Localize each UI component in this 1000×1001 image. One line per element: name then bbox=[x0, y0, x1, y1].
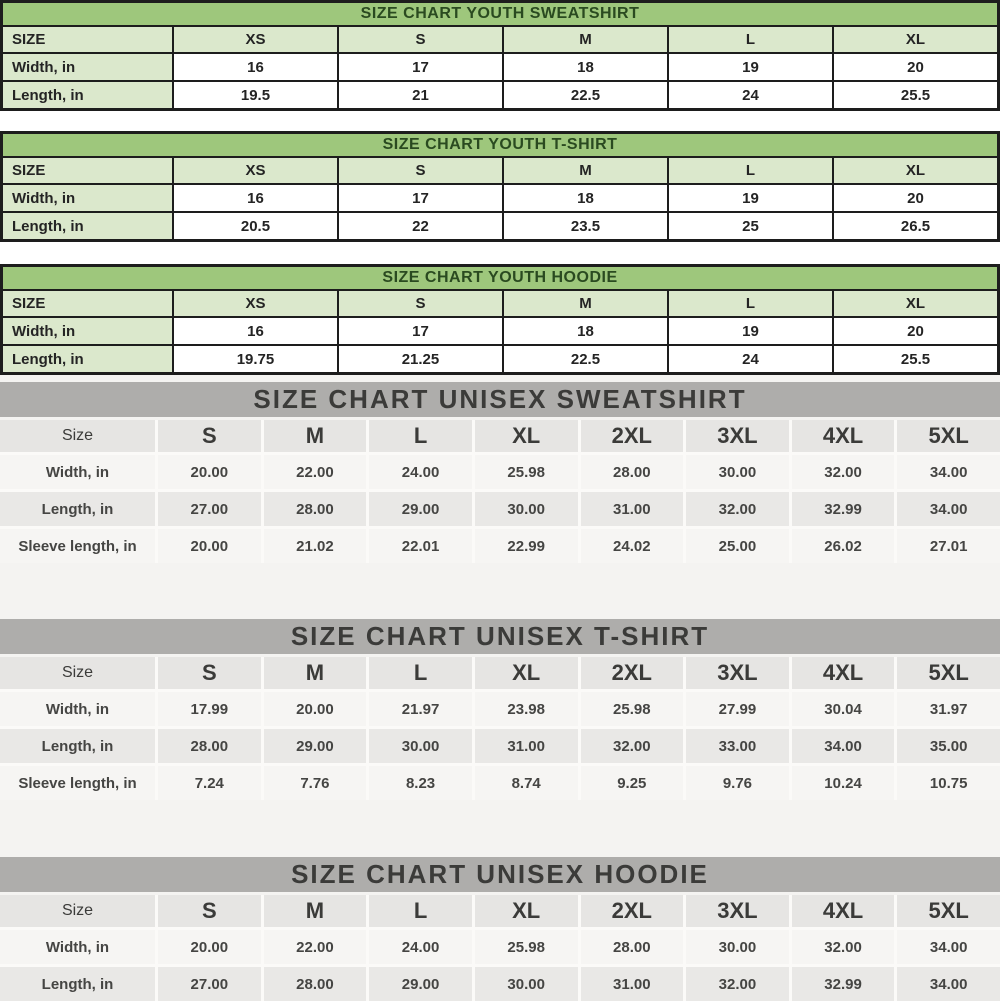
value-cell: 19 bbox=[669, 318, 832, 344]
value-cell: 9.76 bbox=[686, 766, 789, 800]
column-header-cell: XS bbox=[174, 291, 337, 316]
row-label-cell: Width, in bbox=[3, 54, 172, 80]
column-header-cell: 5XL bbox=[897, 895, 1000, 927]
value-cell: 34.00 bbox=[897, 455, 1000, 489]
value-cell: 29.00 bbox=[369, 967, 472, 1001]
value-cell: 25.98 bbox=[581, 692, 684, 726]
column-header-cell: S bbox=[339, 27, 502, 52]
size-chart-size-chart-unisex-hoodie bbox=[0, 857, 1000, 1001]
column-header-cell: XS bbox=[174, 27, 337, 52]
column-header-cell: M bbox=[264, 420, 367, 452]
row-label-cell: Length, in bbox=[0, 967, 155, 1001]
chart-title: SIZE CHART UNISEX T-SHIRT bbox=[0, 619, 1000, 654]
column-header-cell: L bbox=[369, 420, 472, 452]
value-cell: 27.00 bbox=[158, 967, 261, 1001]
value-cell: 17.99 bbox=[158, 692, 261, 726]
value-cell: 19.75 bbox=[174, 346, 337, 372]
row-label-cell: Width, in bbox=[0, 455, 155, 489]
value-cell: 22.01 bbox=[369, 529, 472, 563]
value-cell: 27.00 bbox=[158, 492, 261, 526]
column-header-cell: XL bbox=[475, 895, 578, 927]
value-cell: 21 bbox=[339, 82, 502, 108]
value-cell: 32.00 bbox=[686, 967, 789, 1001]
column-header-cell: M bbox=[264, 657, 367, 689]
row-label-cell: Sleeve length, in bbox=[0, 766, 155, 800]
value-cell: 22.00 bbox=[264, 455, 367, 489]
column-header-cell: 5XL bbox=[897, 420, 1000, 452]
value-cell: 21.97 bbox=[369, 692, 472, 726]
value-cell: 22.5 bbox=[504, 82, 667, 108]
size-header-cell: SIZE bbox=[3, 291, 172, 316]
value-cell: 22 bbox=[339, 213, 502, 239]
row-label-cell: Length, in bbox=[0, 492, 155, 526]
value-cell: 17 bbox=[339, 54, 502, 80]
value-cell: 21.25 bbox=[339, 346, 502, 372]
column-header-cell: 3XL bbox=[686, 420, 789, 452]
value-cell: 32.00 bbox=[792, 930, 895, 964]
value-cell: 31.97 bbox=[897, 692, 1000, 726]
size-header-cell: Size bbox=[0, 895, 155, 927]
value-cell: 31.00 bbox=[475, 729, 578, 763]
value-cell: 18 bbox=[504, 185, 667, 211]
value-cell: 32.00 bbox=[792, 455, 895, 489]
value-cell: 25.98 bbox=[475, 930, 578, 964]
chart-title: SIZE CHART UNISEX SWEATSHIRT bbox=[0, 382, 1000, 417]
value-cell: 31.00 bbox=[581, 492, 684, 526]
value-cell: 29.00 bbox=[264, 729, 367, 763]
size-chart-grid bbox=[3, 158, 997, 239]
value-cell: 30.00 bbox=[369, 729, 472, 763]
row-label-cell: Length, in bbox=[0, 729, 155, 763]
size-header-cell: Size bbox=[0, 420, 155, 452]
value-cell: 20.5 bbox=[174, 213, 337, 239]
column-header-cell: XL bbox=[834, 291, 997, 316]
size-chart-grid bbox=[3, 291, 997, 372]
value-cell: 20.00 bbox=[158, 455, 261, 489]
value-cell: 30.04 bbox=[792, 692, 895, 726]
chart-title: SIZE CHART YOUTH SWEATSHIRT bbox=[3, 3, 997, 25]
column-header-cell: M bbox=[504, 27, 667, 52]
size-chart-size-chart-unisex-t-shirt bbox=[0, 619, 1000, 800]
column-header-cell: XL bbox=[475, 657, 578, 689]
row-label-cell: Width, in bbox=[0, 692, 155, 726]
column-header-cell: L bbox=[669, 158, 832, 183]
size-chart-size-chart-youth-hoodie bbox=[0, 264, 1000, 375]
value-cell: 22.99 bbox=[475, 529, 578, 563]
value-cell: 26.5 bbox=[834, 213, 997, 239]
value-cell: 32.99 bbox=[792, 492, 895, 526]
value-cell: 7.76 bbox=[264, 766, 367, 800]
row-label-cell: Length, in bbox=[3, 346, 172, 372]
value-cell: 28.00 bbox=[158, 729, 261, 763]
column-header-cell: M bbox=[504, 158, 667, 183]
value-cell: 32.00 bbox=[581, 729, 684, 763]
chart-title: SIZE CHART YOUTH T-SHIRT bbox=[3, 134, 997, 156]
chart-title: SIZE CHART UNISEX HOODIE bbox=[0, 857, 1000, 892]
value-cell: 20.00 bbox=[264, 692, 367, 726]
value-cell: 25 bbox=[669, 213, 832, 239]
row-label-cell: Length, in bbox=[3, 213, 172, 239]
value-cell: 17 bbox=[339, 185, 502, 211]
value-cell: 30.00 bbox=[475, 492, 578, 526]
column-header-cell: S bbox=[339, 291, 502, 316]
column-header-cell: 3XL bbox=[686, 895, 789, 927]
column-header-cell: S bbox=[158, 657, 261, 689]
value-cell: 25.98 bbox=[475, 455, 578, 489]
column-header-cell: 3XL bbox=[686, 657, 789, 689]
value-cell: 31.00 bbox=[581, 967, 684, 1001]
value-cell: 22.5 bbox=[504, 346, 667, 372]
column-header-cell: S bbox=[339, 158, 502, 183]
value-cell: 8.23 bbox=[369, 766, 472, 800]
column-header-cell: S bbox=[158, 895, 261, 927]
value-cell: 7.24 bbox=[158, 766, 261, 800]
row-label-cell: Width, in bbox=[3, 318, 172, 344]
column-header-cell: S bbox=[158, 420, 261, 452]
value-cell: 8.74 bbox=[475, 766, 578, 800]
column-header-cell: 4XL bbox=[792, 895, 895, 927]
value-cell: 30.00 bbox=[686, 455, 789, 489]
value-cell: 24 bbox=[669, 82, 832, 108]
column-header-cell: L bbox=[669, 291, 832, 316]
value-cell: 34.00 bbox=[897, 492, 1000, 526]
column-header-cell: L bbox=[669, 27, 832, 52]
column-header-cell: 2XL bbox=[581, 895, 684, 927]
value-cell: 24 bbox=[669, 346, 832, 372]
value-cell: 28.00 bbox=[264, 967, 367, 1001]
value-cell: 17 bbox=[339, 318, 502, 344]
value-cell: 32.99 bbox=[792, 967, 895, 1001]
column-header-cell: XS bbox=[174, 158, 337, 183]
size-chart-grid bbox=[0, 420, 1000, 563]
value-cell: 20 bbox=[834, 318, 997, 344]
value-cell: 27.99 bbox=[686, 692, 789, 726]
column-header-cell: M bbox=[504, 291, 667, 316]
value-cell: 30.00 bbox=[475, 967, 578, 1001]
value-cell: 16 bbox=[174, 54, 337, 80]
size-header-cell: SIZE bbox=[3, 158, 172, 183]
value-cell: 30.00 bbox=[686, 930, 789, 964]
value-cell: 24.02 bbox=[581, 529, 684, 563]
row-label-cell: Width, in bbox=[3, 185, 172, 211]
value-cell: 32.00 bbox=[686, 492, 789, 526]
column-header-cell: 2XL bbox=[581, 420, 684, 452]
value-cell: 9.25 bbox=[581, 766, 684, 800]
row-label-cell: Length, in bbox=[3, 82, 172, 108]
column-header-cell: 2XL bbox=[581, 657, 684, 689]
value-cell: 20 bbox=[834, 185, 997, 211]
value-cell: 28.00 bbox=[581, 930, 684, 964]
youth-charts-section bbox=[0, 0, 1000, 375]
size-chart-grid bbox=[0, 895, 1000, 1001]
value-cell: 16 bbox=[174, 185, 337, 211]
value-cell: 23.98 bbox=[475, 692, 578, 726]
value-cell: 25.00 bbox=[686, 529, 789, 563]
column-header-cell: 4XL bbox=[792, 420, 895, 452]
column-header-cell: M bbox=[264, 895, 367, 927]
value-cell: 16 bbox=[174, 318, 337, 344]
value-cell: 28.00 bbox=[264, 492, 367, 526]
column-header-cell: XL bbox=[834, 158, 997, 183]
size-header-cell: Size bbox=[0, 657, 155, 689]
value-cell: 34.00 bbox=[792, 729, 895, 763]
row-label-cell: Width, in bbox=[0, 930, 155, 964]
size-chart-grid bbox=[3, 27, 997, 108]
row-label-cell: Sleeve length, in bbox=[0, 529, 155, 563]
value-cell: 20.00 bbox=[158, 930, 261, 964]
column-header-cell: XL bbox=[834, 27, 997, 52]
value-cell: 24.00 bbox=[369, 930, 472, 964]
value-cell: 10.75 bbox=[897, 766, 1000, 800]
column-header-cell: 4XL bbox=[792, 657, 895, 689]
value-cell: 10.24 bbox=[792, 766, 895, 800]
value-cell: 20 bbox=[834, 54, 997, 80]
value-cell: 22.00 bbox=[264, 930, 367, 964]
value-cell: 19 bbox=[669, 54, 832, 80]
size-chart-size-chart-youth-sweatshirt bbox=[0, 0, 1000, 111]
column-header-cell: L bbox=[369, 895, 472, 927]
column-header-cell: 5XL bbox=[897, 657, 1000, 689]
value-cell: 20.00 bbox=[158, 529, 261, 563]
value-cell: 29.00 bbox=[369, 492, 472, 526]
value-cell: 28.00 bbox=[581, 455, 684, 489]
value-cell: 34.00 bbox=[897, 930, 1000, 964]
column-header-cell: L bbox=[369, 657, 472, 689]
value-cell: 18 bbox=[504, 54, 667, 80]
value-cell: 25.5 bbox=[834, 346, 997, 372]
value-cell: 26.02 bbox=[792, 529, 895, 563]
value-cell: 33.00 bbox=[686, 729, 789, 763]
value-cell: 24.00 bbox=[369, 455, 472, 489]
chart-title: SIZE CHART YOUTH HOODIE bbox=[3, 267, 997, 289]
value-cell: 27.01 bbox=[897, 529, 1000, 563]
value-cell: 35.00 bbox=[897, 729, 1000, 763]
size-header-cell: SIZE bbox=[3, 27, 172, 52]
unisex-charts-section bbox=[0, 375, 1000, 1001]
size-chart-size-chart-youth-t-shirt bbox=[0, 131, 1000, 242]
size-chart-grid bbox=[0, 657, 1000, 800]
value-cell: 34.00 bbox=[897, 967, 1000, 1001]
value-cell: 23.5 bbox=[504, 213, 667, 239]
size-chart-size-chart-unisex-sweatshirt bbox=[0, 382, 1000, 563]
value-cell: 18 bbox=[504, 318, 667, 344]
value-cell: 25.5 bbox=[834, 82, 997, 108]
value-cell: 21.02 bbox=[264, 529, 367, 563]
column-header-cell: XL bbox=[475, 420, 578, 452]
value-cell: 19.5 bbox=[174, 82, 337, 108]
value-cell: 19 bbox=[669, 185, 832, 211]
